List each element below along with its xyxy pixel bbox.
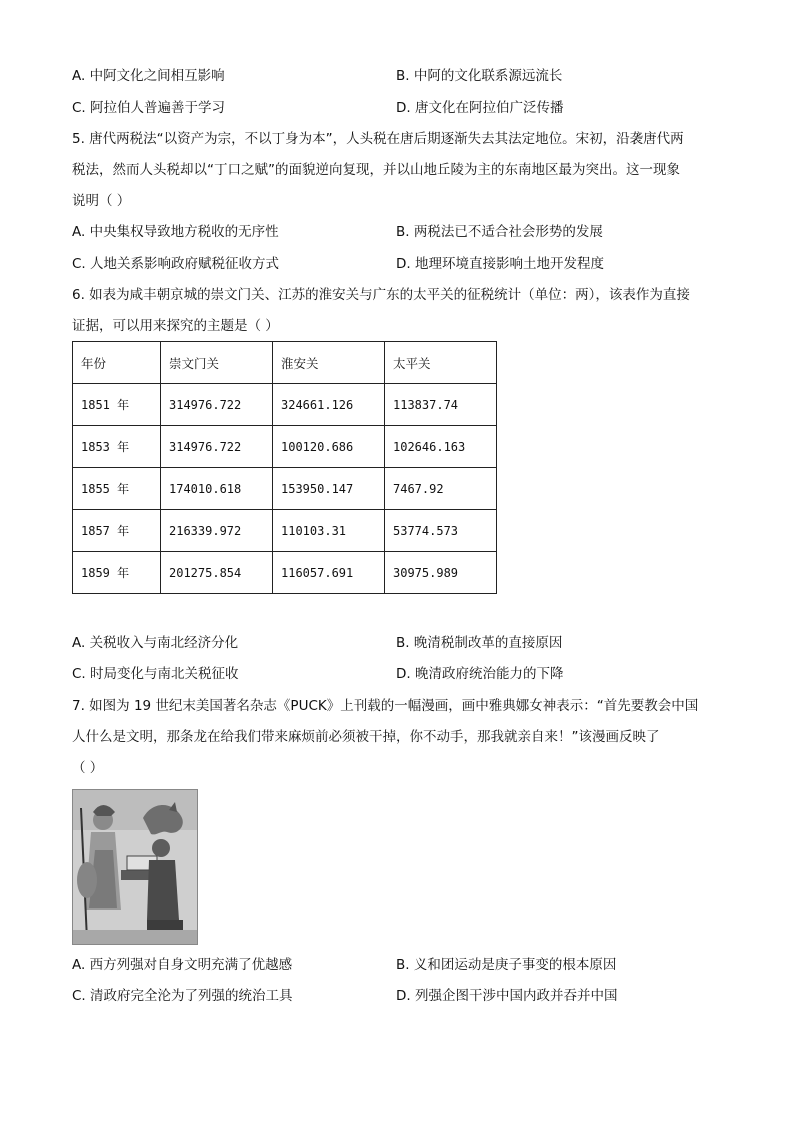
- q5-option-a[interactable]: A. 中央集权导致地方税收的无序性: [72, 224, 279, 240]
- q7-option-a[interactable]: A. 西方列强对自身文明充满了优越感: [72, 957, 293, 973]
- q6-option-c[interactable]: C. 时局变化与南北关税征收: [72, 666, 239, 682]
- q7-stem-line-2: 人什么是文明，那条龙在给我们带来麻烦前必须被干掉，你不动手，那我就亲自来！”该漫画反映了: [72, 729, 660, 745]
- header-chongwenmen: 崇文门关: [161, 342, 273, 384]
- table-cell: 153950.147: [273, 468, 385, 510]
- table-cell: 100120.686: [273, 426, 385, 468]
- table-cell: 53774.573: [385, 510, 497, 552]
- q6-stem-line-1: 6. 如表为咸丰朝京城的崇文门关、江苏的淮安关与广东的太平关的征税统计（单位：两），该表作为直接: [72, 287, 690, 303]
- table-cell: 7467.92: [385, 468, 497, 510]
- table-row: [73, 426, 497, 468]
- table-cell: 216339.972: [161, 510, 273, 552]
- tax-statistics-table: [72, 341, 497, 594]
- q7-option-c[interactable]: C. 清政府完全沦为了列强的统治工具: [72, 988, 293, 1004]
- table-row: [73, 510, 497, 552]
- q5-stem-line-2: 税法，然而人头税却以“丁口之赋”的面貌逆向复现，并以山地丘陵为主的东南地区最为突出。这一现象: [72, 162, 680, 178]
- q6-option-d[interactable]: D. 晚清政府统治能力的下降: [396, 666, 564, 682]
- q7-option-d[interactable]: D. 列强企图干涉中国内政并吞并中国: [396, 988, 618, 1004]
- table-row: [73, 552, 497, 594]
- header-year: 年份: [73, 342, 161, 384]
- table-cell: 110103.31: [273, 510, 385, 552]
- table-cell: 1851 年: [73, 384, 161, 426]
- q6-option-a[interactable]: A. 关税收入与南北经济分化: [72, 635, 239, 651]
- table-cell: 174010.618: [161, 468, 273, 510]
- header-huaian: 淮安关: [273, 342, 385, 384]
- table-row: [73, 384, 497, 426]
- q4-option-b[interactable]: B. 中阿的文化联系源远流长: [396, 68, 563, 84]
- cartoon-illustration: [73, 790, 197, 944]
- table-cell: 1853 年: [73, 426, 161, 468]
- q7-stem-line-3: （ ）: [72, 760, 104, 776]
- table-header-row: [73, 342, 497, 384]
- q7-stem-line-1: 7. 如图为 19 世纪末美国著名杂志《PUCK》上刊载的一幅漫画，画中雅典娜女神表示：“首先要教会中国: [72, 698, 699, 714]
- table-cell: 116057.691: [273, 552, 385, 594]
- table-cell: 1855 年: [73, 468, 161, 510]
- q5-option-c[interactable]: C. 人地关系影响政府赋税征收方式: [72, 256, 280, 272]
- table-cell: 201275.854: [161, 552, 273, 594]
- table-cell: 324661.126: [273, 384, 385, 426]
- table-cell: 314976.722: [161, 384, 273, 426]
- q4-option-c[interactable]: C. 阿拉伯人普遍善于学习: [72, 100, 226, 116]
- table-cell: 113837.74: [385, 384, 497, 426]
- table-cell: 102646.163: [385, 426, 497, 468]
- table-row: [73, 468, 497, 510]
- header-taiping: 太平关: [385, 342, 497, 384]
- table-cell: 1859 年: [73, 552, 161, 594]
- q7-option-b[interactable]: B. 义和团运动是庚子事变的根本原因: [396, 957, 617, 973]
- q5-stem-line-3: 说明（ ）: [72, 193, 131, 209]
- puck-cartoon-image: [72, 789, 198, 945]
- q5-option-b[interactable]: B. 两税法已不适合社会形势的发展: [396, 224, 603, 240]
- table-cell: 314976.722: [161, 426, 273, 468]
- table-cell: 30975.989: [385, 552, 497, 594]
- table-cell: 1857 年: [73, 510, 161, 552]
- q6-option-b[interactable]: B. 晚清税制改革的直接原因: [396, 635, 563, 651]
- q6-stem-line-2: 证据，可以用来探究的主题是（ ）: [72, 318, 279, 334]
- q5-stem-line-1: 5. 唐代两税法“以资产为宗，不以丁身为本”，人头税在唐后期逐渐失去其法定地位。宋初，沿袭唐代两: [72, 131, 684, 147]
- q4-option-d[interactable]: D. 唐文化在阿拉伯广泛传播: [396, 100, 564, 116]
- q4-option-a[interactable]: A. 中阿文化之间相互影响: [72, 68, 225, 84]
- q5-option-d[interactable]: D. 地理环境直接影响土地开发程度: [396, 256, 604, 272]
